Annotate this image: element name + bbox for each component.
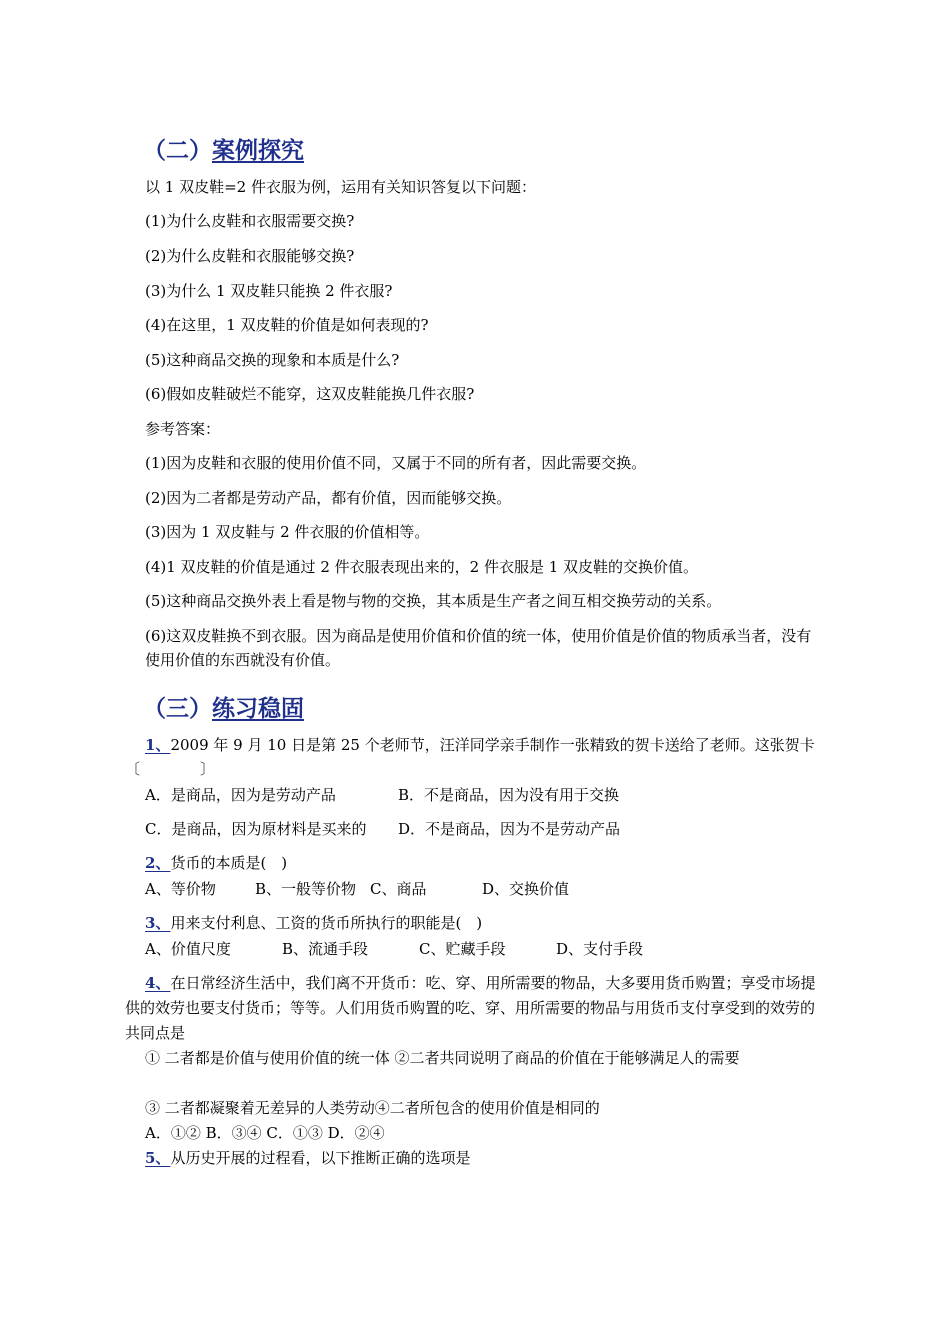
- question-2-number: 2、: [145, 854, 171, 872]
- question-2-options: [145, 877, 569, 901]
- question-4-statement-1: ① 二者都是价值与使用价值的统一体 ②二者共同说明了商品的价值在于能够满足人的需要: [145, 1049, 740, 1067]
- question-1-number: 1、: [145, 736, 171, 754]
- section-heading-practice: [143, 694, 304, 724]
- option-a: A、价值尺度: [145, 940, 231, 958]
- option-a: A．是商品，因为是劳动产品: [145, 786, 336, 804]
- heading-title: 练习稳固: [212, 696, 304, 722]
- question-2: [145, 851, 287, 875]
- answer-5: (5)这种商品交换外表上看是物与物的交换，其本质是生产者之间互相交换劳动的关系。: [145, 592, 722, 610]
- question-5-number: 5、: [145, 1149, 171, 1167]
- answer-2: (2)因为二者都是劳动产品，都有价值，因而能够交换。: [145, 489, 512, 507]
- case-question-3: (3)为什么 1 双皮鞋只能换 2 件衣服?: [145, 282, 393, 300]
- option-d: D、支付手段: [556, 940, 644, 958]
- option-c: C、贮藏手段: [419, 940, 506, 958]
- question-3-options: [145, 937, 643, 961]
- heading-paren-open: （: [143, 138, 166, 164]
- question-4-number: 4、: [145, 974, 171, 992]
- question-1: [125, 733, 825, 781]
- question-1-options-row-2: [145, 817, 620, 841]
- question-5-text: 从历史开展的过程看，以下推断正确的选项是: [170, 1149, 471, 1167]
- question-4-options: A．①② B．③④ C．①③ D．②④: [145, 1124, 385, 1142]
- case-question-6: (6)假如皮鞋破烂不能穿，这双皮鞋能换几件衣服?: [145, 385, 475, 403]
- heading-paren-close: ）: [189, 138, 212, 164]
- question-2-text: 货币的本质是( ): [170, 854, 288, 872]
- case-question-4: (4)在这里，1 双皮鞋的价值是如何表现的?: [145, 316, 429, 334]
- case-question-5: (5)这种商品交换的现象和本质是什么?: [145, 351, 400, 369]
- case-question-2: (2)为什么皮鞋和衣服能够交换?: [145, 247, 355, 265]
- answer-label: 参考答案：: [145, 420, 221, 438]
- question-1-text: 2009 年 9 月 10 日是第 25 个老师节，汪洋同学亲手制作一张精致的贺卡送给了老师。这张贺卡〔 〕: [125, 736, 815, 778]
- answer-6: (6)这双皮鞋换不到衣服。因为商品是使用价值和价值的统一体，使用价值是价值的物质承当者，没有使用价值的东西就没有价值。: [145, 627, 812, 669]
- answer-1: (1)因为皮鞋和衣服的使用价值不同，又属于不同的所有者，因此需要交换。: [145, 454, 647, 472]
- option-c: C．是商品，因为原材料是买来的: [145, 820, 367, 838]
- option-d: D、交换价值: [482, 880, 570, 898]
- option-b: B、流通手段: [282, 940, 369, 958]
- heading-title: 案例探究: [212, 138, 304, 164]
- question-5: [145, 1146, 470, 1170]
- answer-3: (3)因为 1 双皮鞋与 2 件衣服的价值相等。: [145, 523, 430, 541]
- case-question-1: (1)为什么皮鞋和衣服需要交换?: [145, 212, 355, 230]
- heading-number: 三: [166, 696, 189, 722]
- option-d: D．不是商品，因为不是劳动产品: [398, 820, 621, 838]
- option-b: B、一般等价物: [255, 880, 357, 898]
- question-4: [125, 971, 825, 1046]
- heading-paren-close: ）: [189, 696, 212, 722]
- question-3-number: 3、: [145, 914, 171, 932]
- option-c: C、商品: [370, 880, 427, 898]
- answer-4: (4)1 双皮鞋的价值是通过 2 件衣服表现出来的，2 件衣服是 1 双皮鞋的交换价值。: [145, 558, 699, 576]
- question-1-options-row-1: [145, 783, 619, 807]
- case-intro: 以 1 双皮鞋=2 件衣服为例，运用有关知识答复以下问题：: [145, 178, 536, 196]
- question-4-text: 在日常经济生活中，我们离不开货币：吃、穿、用所需要的物品，大多要用货币购置；享受市场提供的效劳也要支付货币；等等。人们用货币购置的吃、穿、用所需要的物品与用货币支付享受到的效劳的共同点是: [125, 974, 816, 1042]
- question-3: [145, 911, 482, 935]
- option-a: A、等价物: [145, 880, 216, 898]
- question-3-text: 用来支付利息、工资的货币所执行的职能是( ): [170, 914, 483, 932]
- heading-number: 二: [166, 138, 189, 164]
- heading-paren-open: （: [143, 696, 166, 722]
- option-b: B．不是商品，因为没有用于交换: [398, 786, 620, 804]
- question-4-statement-2: ③ 二者都凝聚着无差异的人类劳动④二者所包含的使用价值是相同的: [145, 1099, 600, 1117]
- section-heading-case-study: [143, 136, 304, 166]
